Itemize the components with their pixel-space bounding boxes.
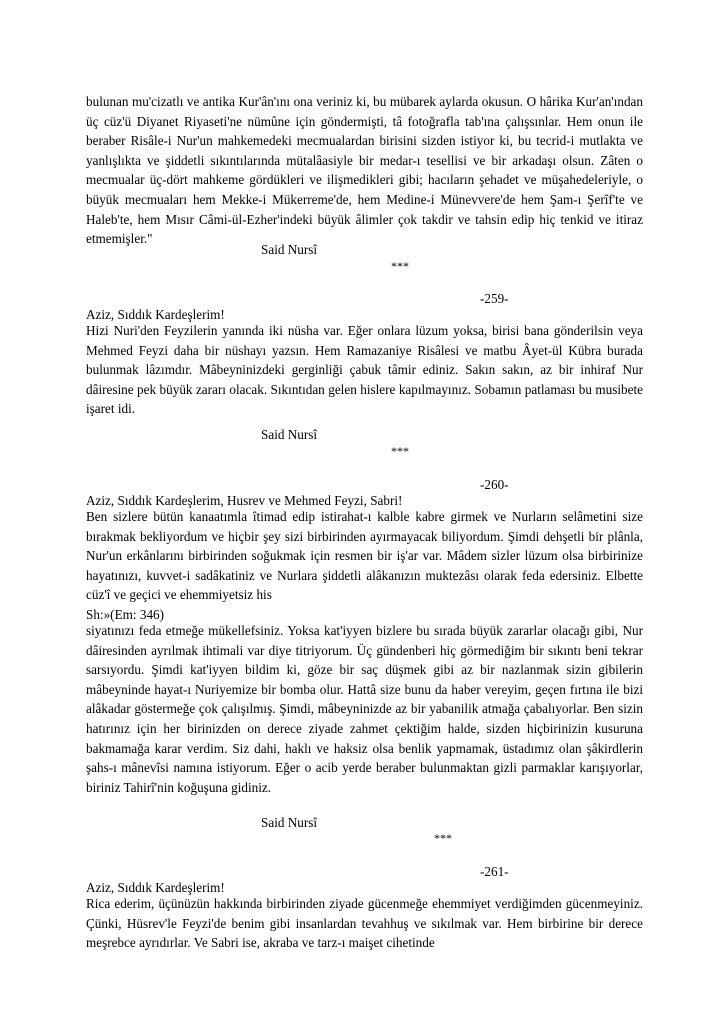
section-separator-1: *** bbox=[391, 259, 409, 273]
letter-259-body: Hizi Nuri'den Feyzilerin yanında iki nüsha var. Eğer onlara lüzum yoksa, birisi bana gönderilsin veya Mehmed Feyzi daha bir nüshayı yazsın. Hem Ramazaniye Risâlesi ve matbu Âyet-ül Kübra burada bulunmak lâzımdır. Mâbeyninizdeki gerginliği çabuk tâmir ediniz. Sakın sakın, az bir inhiraf Nur dâiresine pek büyük zararı olacak. Sıkıntıdan gelen hislere kapılmayınız. Sobamın patlaması bu musibete işaret idi. bbox=[86, 323, 643, 417]
letter-number-261: -261- bbox=[480, 864, 509, 879]
letter-261-body: Rica ederim, üçünüzün hakkında birbirinden ziyade gücenmeğe ehemmiyet verdiğimden gücenmeyiniz. Çünki, Hüsrev'le Feyzi'de benim gibi insanlardan tevahhuş ve sıkılmak var. Hem birbirine bir derece meşrebce ayrıdırlar. Ve Sabri ise, akraba ve tarz-ı maişet cihetinde bbox=[86, 896, 643, 951]
letter-260-signature: Said Nursî bbox=[261, 815, 318, 830]
letter-259-signature: Said Nursî bbox=[261, 427, 318, 442]
section-separator-3: *** bbox=[434, 831, 452, 845]
letter-260-body-1: Ben sizlere bütün kanaatımla îtimad edip istirahat-ı kalble kabre girmek ve Nurların selâmetini size bırakmak bekliyordum ve hiçbir şey sizi birbirinden ayırmayacak biliyordum. Şimdi dehşetli bir plânla, Nur'un erkânlarını birbirinden soğukmak için resmen bir iş'ar var. Mâdem sizler lüzum olsa birbirinize hayatınızı, kuvvet-i sadâkatiniz ve Nurlara şiddetli alâkanızın muktezâsı olarak feda edersiniz. Elbette cüz'î ve geçici ve ehemmiyetsiz his bbox=[86, 509, 643, 603]
section-separator-2: *** bbox=[391, 444, 409, 458]
letter-260-body-2: siyatınızı feda etmeğe mükellefsiniz. Yoksa kat'iyyen bizlere bu sırada büyük zararlar olacağı gibi, Nur dâiresinden ayrılmak ihtimali var diye titriyorum. Üç gündenberi hiç görmediğim bir sıkıntı beni tekrar sarsıyordu. Şimdi kat'iyyen bildim ki, göze bir saç düşmek gibi az bir nazlanmak sizin gibilerin mâbeyninde hayat-ı Nuriyemize bir bomba olur. Hattâ size bunu da haber vereyim, geçen fırtına ile bizi alâkadar göstermeğe çok çalışılmış. Şimdi, mâbeyninizde az bir yabanilik atmağa çabalıyorlar. Ben sizin hatırınız için her birinizden on derece ziyade zahmet çektiğim halde, sizden hiçbirinizin kusuruna bakmamağa karar verdim. Siz dahi, haklı ve haksiz olsa benlik yapmamak, üstadımız olan şâkirdlerin şahs-ı mânevîsi namına istiyorum. Eğer o acib yerde beraber bulunmaktan gizli parmaklar karışıyorlar, biriniz Tahirî'nin koğuşuna gidiniz. bbox=[86, 623, 643, 795]
letter-259-greeting: Aziz, Sıddık Kardeşlerim! bbox=[86, 307, 225, 322]
letter-number-259: -259- bbox=[480, 291, 509, 306]
signature-1: Said Nursî bbox=[261, 242, 318, 257]
page-reference: Sh:»(Em: 346) bbox=[86, 607, 165, 622]
letter-261-greeting: Aziz, Sıddık Kardeşlerim! bbox=[86, 880, 225, 895]
letter-number-260: -260- bbox=[480, 477, 509, 492]
intro-paragraph: bulunan mu'cizatlı ve antika Kur'ân'ını ona veriniz ki, bu mübarek aylarda okusun. O hârika Kur'an'ından üç cüz'ü Diyanet Riyaseti'ne nümûne için göndermişti, tâ fotoğrafla tab'ına çalışsınlar. Hem onun ile beraber Risâle-i Nur'un mahkemedeki mecmualardan birisini sizden istiyor ki, bu tecrid-i mutlakta ve yanlışlıkta ve şiddetli sıkıntılarında mütalâasiyle bir medar-ı tesellisi ve bir arkadaşı olsun. Zâten o mecmualar üç-dört mahkeme gördükleri ve ilişmedikleri gibi; hacıların şehadet ve müşahedeleriyle, o büyük mecmuaları hem Mekke-i Mükerreme'de, hem Medine-i Münevvere'de hem Şam-ı Şerîf'te ve Haleb'te, hem Mısır Câmi-ül-Ezher'indeki büyük âlimler çok takdir ve tahsin edip hiç tenkid ve itiraz etmemişler." bbox=[86, 94, 643, 247]
letter-260-greeting: Aziz, Sıddık Kardeşlerim, Husrev ve Mehmed Feyzi, Sabri! bbox=[86, 493, 403, 508]
